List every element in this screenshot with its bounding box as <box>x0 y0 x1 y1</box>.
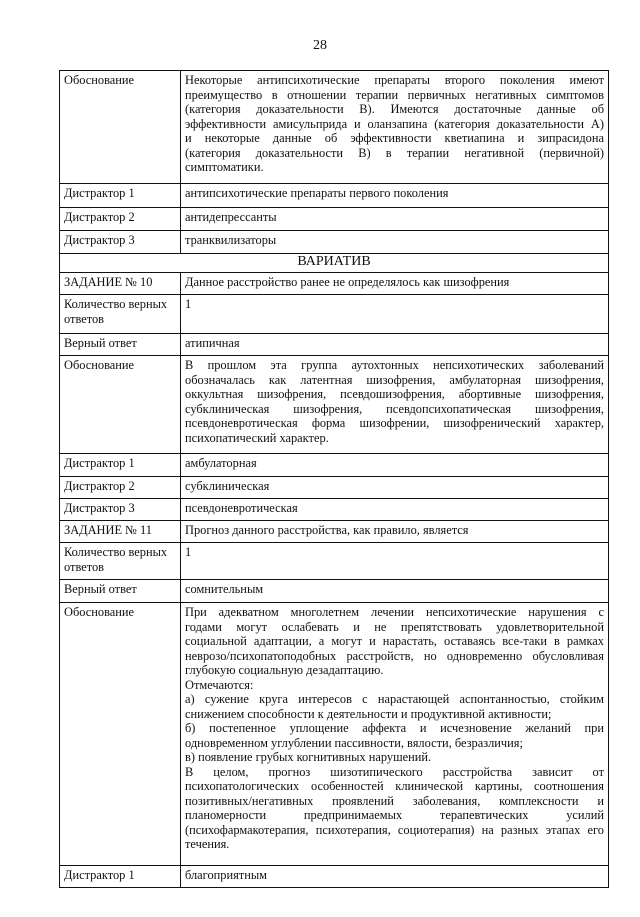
row-label: Дистрактор 1 <box>60 866 181 888</box>
row-label: Дистрактор 1 <box>60 184 181 208</box>
distractor-text: амбулаторная <box>181 454 609 477</box>
row-label: Дистрактор 3 <box>60 231 181 254</box>
distractor-text: субклиническая <box>181 477 609 499</box>
section-header-row <box>60 254 609 273</box>
table-row <box>60 231 609 254</box>
table-row <box>60 580 609 603</box>
distractor-text: псевдоневротическая <box>181 499 609 521</box>
task-question: Прогноз данного расстройства, как правило, является <box>181 521 609 543</box>
task-number: ЗАДАНИЕ № 11 <box>60 521 181 543</box>
table-row <box>60 603 609 866</box>
table-row <box>60 208 609 231</box>
justification-text: При адекватном многолетнем лечении непсихотические нарушения с годами могут ослабевать и не препятствовать удовлетворительной социальной адаптации, а могут и нарастать, оставаясь все-таки в рамках неврозо/психопатоподобных расстройств, но одновременно обусловливая глубокую социальную дезадаптацию. Отмечаются: а) сужение круга интересов с нарастающей аспонтанностью, стойким снижением способности к деятельности и продуктивной активности; б) постепенное уплощение аффекта и исчезновение желаний при одновременном углублении пассивности, вялости, безразличия; в) появление грубых когнитивных нарушений. В целом, прогноз шизотипического расстройства зависит от психопатологических особенностей клинической картины, соотношения позитивных/негативных проявлений заболевания, комплексности и планомерности предпринимаемых терапевтических усилий (психофармакотерапия, психотерапия, социотерапия) на разных этапах его течения. <box>181 603 609 866</box>
table-row <box>60 295 609 334</box>
distractor-text: антидепрессанты <box>181 208 609 231</box>
row-label: Количество верных ответов <box>60 295 181 334</box>
row-label: Обоснование <box>60 603 181 866</box>
row-label: Верный ответ <box>60 334 181 356</box>
table-row <box>60 543 609 580</box>
distractor-text: транквилизаторы <box>181 231 609 254</box>
row-label: Количество верных ответов <box>60 543 181 580</box>
table-row <box>60 356 609 454</box>
task-question: Данное расстройство ранее не определялось как шизофрения <box>181 273 609 295</box>
table-row <box>60 521 609 543</box>
section-title: ВАРИАТИВ <box>60 254 609 273</box>
distractor-text: благоприятным <box>181 866 609 888</box>
answers-count: 1 <box>181 543 609 580</box>
row-label: Обоснование <box>60 71 181 184</box>
table-row <box>60 866 609 888</box>
table-row <box>60 499 609 521</box>
answers-count: 1 <box>181 295 609 334</box>
table-row <box>60 477 609 499</box>
task-table <box>59 70 609 888</box>
row-label: Верный ответ <box>60 580 181 603</box>
page-number: 28 <box>313 38 327 53</box>
row-label: Дистрактор 2 <box>60 208 181 231</box>
justification-text: В прошлом эта группа аутохтонных непсихотических заболеваний обозначалась как латентная шизофрения, амбулаторная шизофрения, оккультная шизофрения, псевдошизофрения, абортивные шизофрения, субклиническая шизофрения, псевдопсихопатическая шизофрения, псевдоневротическая форма шизофрении, шизофренический характер, психопатический характер. <box>181 356 609 454</box>
distractor-text: антипсихотические препараты первого поколения <box>181 184 609 208</box>
row-label: Обоснование <box>60 356 181 454</box>
task-number: ЗАДАНИЕ № 10 <box>60 273 181 295</box>
row-label: Дистрактор 2 <box>60 477 181 499</box>
table-row <box>60 454 609 477</box>
justification-text: Некоторые антипсихотические препараты второго поколения имеют преимущество в отношении терапии первичных негативных симптомов (категория доказательности В). Имеются достаточные данные об эффективности амисульприда и оланзапина (категория доказательности А) и некоторые данные об эффективности кветиапина и зипрасидона (категория доказательности В) в терапии негативной (первичной) симптоматики. <box>181 71 609 184</box>
table-row <box>60 273 609 295</box>
table-row <box>60 334 609 356</box>
row-label: Дистрактор 3 <box>60 499 181 521</box>
table-row <box>60 184 609 208</box>
correct-answer: сомнительным <box>181 580 609 603</box>
correct-answer: атипичная <box>181 334 609 356</box>
table-row <box>60 71 609 184</box>
row-label: Дистрактор 1 <box>60 454 181 477</box>
